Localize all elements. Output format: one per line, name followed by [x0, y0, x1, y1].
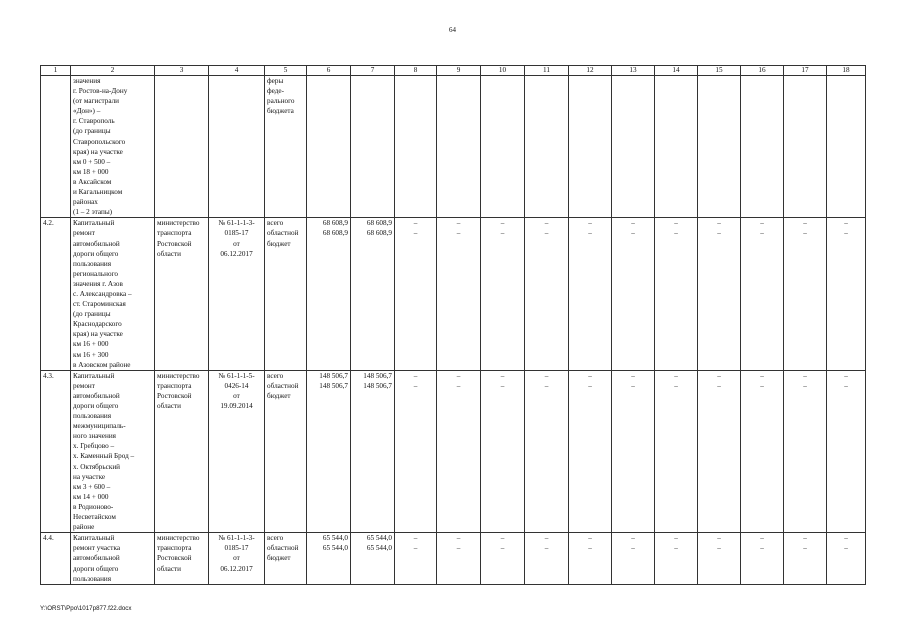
cell-line: пользования — [73, 574, 112, 583]
cell-line: регионального — [73, 269, 118, 278]
dash-mark: – — [803, 534, 807, 543]
empty-year-cell-12 — [569, 370, 612, 533]
cell-col-6 — [307, 76, 351, 218]
cell-line: 06.12.2017 — [220, 564, 253, 573]
cell-line: х. Октябрьский — [73, 462, 121, 471]
total-amount-cell — [307, 218, 351, 370]
column-header-8: 8 — [395, 66, 437, 76]
cell-line: 0185-17 — [224, 229, 249, 238]
column-header-15: 15 — [698, 66, 741, 76]
cell-line: (до границы — [73, 127, 111, 136]
dash-mark: – — [717, 381, 721, 390]
cell-line: в Родионово- — [73, 502, 114, 511]
cell-line: х. Гребцово – — [73, 442, 115, 451]
year-amount-cell — [351, 533, 395, 584]
dash-mark: – — [456, 229, 461, 238]
cell-line: автомобильной — [73, 391, 120, 400]
cell-line: областной — [267, 381, 299, 390]
dash-mark: – — [717, 229, 721, 238]
column-header-4: 4 — [209, 66, 265, 76]
cell-line: и Кагальницком — [73, 188, 123, 197]
empty-year-cell-13 — [612, 218, 655, 370]
row-number: 4.2. — [43, 219, 54, 228]
cell-line: областной — [267, 229, 299, 238]
dash-mark: – — [588, 371, 592, 380]
cell-col-1 — [41, 76, 71, 218]
empty-year-cell-18 — [827, 533, 866, 584]
empty-year-cell-18 — [827, 218, 866, 370]
dash-mark: – — [844, 381, 848, 390]
program-table — [40, 65, 866, 585]
dash-mark: – — [413, 381, 418, 390]
cell-line: областной — [267, 544, 299, 553]
cell-col-8 — [395, 76, 437, 218]
dash-mark: – — [456, 381, 461, 390]
cell-line: бюджета — [267, 107, 294, 116]
cell-line: всего — [267, 534, 284, 543]
empty-year-cell-8 — [395, 218, 437, 370]
cell-line: 65 544,0 — [322, 544, 348, 553]
dash-mark: – — [844, 371, 848, 380]
cell-line: № 61-1-1-3- — [218, 534, 255, 543]
cell-line: автомобильной — [73, 554, 120, 563]
cell-line: феры — [267, 77, 284, 85]
cell-line: в Аксайском — [73, 177, 112, 186]
dash-mark: – — [500, 371, 505, 380]
dash-mark: – — [500, 381, 505, 390]
dash-mark: – — [456, 371, 461, 380]
dash-mark: – — [413, 219, 418, 228]
cell-line: транспорта — [157, 229, 192, 238]
cell-line: Капитальный — [73, 371, 115, 380]
executor-cell — [155, 533, 209, 584]
empty-year-cell-13 — [612, 533, 655, 584]
cell-line: районе — [73, 523, 95, 532]
dash-mark: – — [844, 544, 848, 553]
cell-line: км 3 + 600 – — [73, 482, 111, 491]
dash-mark: – — [456, 544, 461, 553]
cell-col-13 — [612, 76, 655, 218]
dash-mark: – — [760, 229, 764, 238]
cell-line: бюджет — [267, 239, 291, 248]
table-row — [41, 370, 866, 533]
cell-line: пользования — [73, 259, 112, 268]
cell-line: ремонт участка — [73, 544, 121, 553]
dash-mark: – — [544, 534, 549, 543]
row-number: 4.3. — [43, 371, 54, 380]
total-amount-cell — [307, 533, 351, 584]
dash-mark: – — [717, 544, 721, 553]
dash-mark: – — [413, 229, 418, 238]
dash-mark: – — [631, 229, 635, 238]
cell-line: 0185-17 — [224, 544, 249, 553]
empty-year-cell-16 — [741, 218, 784, 370]
cell-line: бюджет — [267, 391, 291, 400]
dash-mark: – — [413, 544, 418, 553]
cell-line: г. Ростов-на-Дону — [73, 87, 128, 96]
cell-col-4 — [209, 76, 265, 218]
dash-mark: – — [544, 371, 549, 380]
column-header-17: 17 — [784, 66, 827, 76]
cell-col-11 — [525, 76, 569, 218]
column-header-1: 1 — [41, 66, 71, 76]
cell-line: Несветайском — [73, 513, 116, 522]
dash-mark: – — [544, 544, 549, 553]
cell-line: районах — [73, 198, 98, 207]
cell-line: 68 608,9 — [366, 229, 392, 238]
cell-line: феде- — [267, 87, 284, 96]
cell-line: министерство — [157, 534, 200, 543]
cell-line: 148 506,7 — [363, 381, 392, 390]
cell-line: км 0 + 500 – — [73, 157, 111, 166]
dash-mark: – — [500, 544, 505, 553]
cell-col-18 — [827, 76, 866, 218]
column-header-16: 16 — [741, 66, 784, 76]
cell-line: 06.12.2017 — [220, 249, 253, 258]
document-cell — [209, 218, 265, 370]
object-name-cell — [71, 218, 155, 370]
dash-mark: – — [717, 534, 721, 543]
dash-mark: – — [674, 371, 678, 380]
dash-mark: – — [588, 381, 592, 390]
column-header-13: 13 — [612, 66, 655, 76]
dash-mark: – — [674, 544, 678, 553]
cell-line: всего — [267, 371, 284, 380]
column-header-6: 6 — [307, 66, 351, 76]
cell-line: «Дон») – — [73, 107, 101, 116]
object-name-cell — [71, 370, 155, 533]
cell-line: км 14 + 000 — [73, 492, 109, 501]
dash-mark: – — [631, 534, 635, 543]
year-amount-cell — [351, 218, 395, 370]
dash-mark: – — [760, 219, 764, 228]
empty-year-cell-11 — [525, 370, 569, 533]
cell-line: км 16 + 300 — [73, 350, 109, 359]
cell-line: 148 506,7 — [363, 371, 392, 380]
cell-col-5 — [265, 76, 307, 218]
table-row — [41, 533, 866, 584]
column-header-3: 3 — [155, 66, 209, 76]
cell-line: дороги общего — [73, 564, 119, 573]
cell-col-7 — [351, 76, 395, 218]
dash-mark: – — [844, 229, 848, 238]
cell-line: министерство — [157, 371, 200, 380]
empty-year-cell-8 — [395, 533, 437, 584]
executor-cell — [155, 218, 209, 370]
cell-col-14 — [655, 76, 698, 218]
cell-line: г. Ставрополь — [73, 117, 115, 126]
empty-year-cell-16 — [741, 370, 784, 533]
total-amount-cell — [307, 370, 351, 533]
dash-mark: – — [760, 381, 764, 390]
empty-year-cell-14 — [655, 370, 698, 533]
funding-source-cell — [265, 533, 307, 584]
column-header-5: 5 — [265, 66, 307, 76]
cell-line: от — [233, 239, 240, 248]
dash-mark: – — [803, 229, 807, 238]
funding-source-cell — [265, 218, 307, 370]
cell-line: 68 608,9 — [366, 219, 392, 228]
dash-mark: – — [674, 229, 678, 238]
cell-col-12 — [569, 76, 612, 218]
column-header-18: 18 — [827, 66, 866, 76]
row-number: 4.4. — [43, 534, 54, 543]
continuation-row — [41, 76, 866, 218]
empty-year-cell-17 — [784, 533, 827, 584]
empty-year-cell-10 — [481, 533, 525, 584]
cell-line: пользования — [73, 412, 112, 421]
document-cell — [209, 370, 265, 533]
cell-line: Ростовской — [157, 554, 192, 563]
empty-year-cell-12 — [569, 533, 612, 584]
column-header-9: 9 — [437, 66, 481, 76]
cell-line: Ростовской — [157, 391, 192, 400]
cell-line: межмуниципаль- — [73, 422, 126, 431]
cell-line: бюджет — [267, 554, 291, 563]
cell-line: км 18 + 000 — [73, 167, 109, 176]
cell-line: ст. Староминская — [73, 300, 126, 309]
cell-line: дороги общего — [73, 402, 119, 410]
column-number-row — [41, 66, 866, 76]
dash-mark: – — [631, 381, 635, 390]
cell-col-16 — [741, 76, 784, 218]
dash-mark: – — [631, 544, 635, 553]
cell-line: области — [157, 249, 182, 258]
cell-line: № 61-1-1-3- — [218, 219, 255, 228]
file-path-footer: Y:\ORST\Ppo\1017p877.f22.docx — [40, 605, 132, 612]
cell-line: 65 544,0 — [366, 534, 392, 543]
dash-mark: – — [544, 229, 549, 238]
empty-year-cell-12 — [569, 218, 612, 370]
cell-line: края) на участке — [73, 330, 123, 339]
empty-year-cell-14 — [655, 218, 698, 370]
dash-mark: – — [500, 229, 505, 238]
dash-mark: – — [760, 371, 764, 380]
cell-line: области — [157, 402, 182, 410]
empty-year-cell-9 — [437, 370, 481, 533]
cell-col-17 — [784, 76, 827, 218]
cell-line: км 16 + 000 — [73, 340, 109, 349]
cell-line: х. Каменный Брод – — [73, 452, 135, 461]
empty-year-cell-10 — [481, 370, 525, 533]
row-number-cell — [41, 370, 71, 533]
cell-line: края) на участке — [73, 147, 123, 156]
column-header-11: 11 — [525, 66, 569, 76]
empty-year-cell-8 — [395, 370, 437, 533]
cell-line: значения г. Азов — [73, 279, 123, 288]
dash-mark: – — [544, 219, 549, 228]
empty-year-cell-16 — [741, 533, 784, 584]
cell-line: 68 608,9 — [322, 229, 348, 238]
cell-col-3 — [155, 76, 209, 218]
column-header-14: 14 — [655, 66, 698, 76]
cell-line: (1 – 2 этапы) — [73, 208, 113, 217]
cell-line: рального — [267, 97, 295, 106]
cell-line: министерство — [157, 219, 200, 228]
cell-line: с. Александровка – — [73, 289, 132, 298]
empty-year-cell-9 — [437, 218, 481, 370]
cell-line: (до границы — [73, 310, 111, 319]
cell-line: автомобильной — [73, 239, 120, 248]
document-cell — [209, 533, 265, 584]
dash-mark: – — [413, 534, 418, 543]
empty-year-cell-15 — [698, 218, 741, 370]
dash-mark: – — [588, 229, 592, 238]
empty-year-cell-10 — [481, 218, 525, 370]
empty-year-cell-11 — [525, 533, 569, 584]
cell-line: 19.09.2014 — [220, 402, 253, 410]
dash-mark: – — [588, 534, 592, 543]
dash-mark: – — [844, 534, 848, 543]
cell-line: транспорта — [157, 381, 192, 390]
dash-mark: – — [456, 219, 461, 228]
dash-mark: – — [803, 219, 807, 228]
empty-year-cell-15 — [698, 533, 741, 584]
empty-year-cell-18 — [827, 370, 866, 533]
cell-col-15 — [698, 76, 741, 218]
cell-line: ного значения — [73, 432, 116, 441]
empty-year-cell-9 — [437, 533, 481, 584]
cell-line: Краснодарского — [73, 320, 122, 329]
empty-year-cell-15 — [698, 370, 741, 533]
executor-cell — [155, 370, 209, 533]
dash-mark: – — [717, 219, 721, 228]
object-name-cell — [71, 533, 155, 584]
dash-mark: – — [588, 544, 592, 553]
dash-mark: – — [588, 219, 592, 228]
cell-line: 65 544,0 — [366, 544, 392, 553]
cell-line: 0426-14 — [224, 381, 249, 390]
dash-mark: – — [631, 371, 635, 380]
row-number-cell — [41, 533, 71, 584]
dash-mark: – — [803, 544, 807, 553]
cell-col-9 — [437, 76, 481, 218]
cell-col-2 — [71, 76, 155, 218]
dash-mark: – — [674, 381, 678, 390]
dash-mark: – — [803, 371, 807, 380]
cell-line: Капитальный — [73, 534, 115, 543]
cell-line: 65 544,0 — [322, 534, 348, 543]
dash-mark: – — [760, 534, 764, 543]
page-number: 64 — [449, 26, 456, 34]
cell-line: на участке — [73, 472, 106, 481]
column-header-7: 7 — [351, 66, 395, 76]
dash-mark: – — [803, 381, 807, 390]
column-header-12: 12 — [569, 66, 612, 76]
empty-year-cell-17 — [784, 370, 827, 533]
cell-line: ремонт — [73, 229, 95, 238]
row-number-cell — [41, 218, 71, 370]
table-row — [41, 218, 866, 370]
cell-line: всего — [267, 219, 284, 228]
cell-line: от — [233, 391, 240, 400]
dash-mark: – — [717, 371, 721, 380]
empty-year-cell-14 — [655, 533, 698, 584]
cell-line: ремонт — [73, 381, 95, 390]
dash-mark: – — [844, 219, 848, 228]
empty-year-cell-17 — [784, 218, 827, 370]
cell-line: Капитальный — [73, 219, 115, 228]
column-header-10: 10 — [481, 66, 525, 76]
cell-line: (от магистрали — [73, 97, 120, 106]
dash-mark: – — [456, 534, 461, 543]
cell-col-10 — [481, 76, 525, 218]
cell-line: от — [233, 554, 240, 563]
cell-line: значения — [73, 77, 101, 85]
dash-mark: – — [413, 371, 418, 380]
cell-line: № 61-1-1-5- — [218, 371, 255, 380]
dash-mark: – — [760, 544, 764, 553]
cell-line: дороги общего — [73, 249, 119, 258]
cell-line: транспорта — [157, 544, 192, 553]
cell-line: 148 506,7 — [319, 381, 348, 390]
dash-mark: – — [674, 534, 678, 543]
cell-line: Ростовской — [157, 239, 192, 248]
funding-source-cell — [265, 370, 307, 533]
dash-mark: – — [544, 381, 549, 390]
cell-line: 148 506,7 — [319, 371, 348, 380]
dash-mark: – — [674, 219, 678, 228]
cell-line: Ставропольского — [73, 137, 126, 146]
column-header-2: 2 — [71, 66, 155, 76]
dash-mark: – — [631, 219, 635, 228]
empty-year-cell-13 — [612, 370, 655, 533]
dash-mark: – — [500, 534, 505, 543]
dash-mark: – — [500, 219, 505, 228]
empty-year-cell-11 — [525, 218, 569, 370]
cell-line: области — [157, 564, 182, 573]
cell-line: в Азовском районе — [73, 360, 131, 369]
year-amount-cell — [351, 370, 395, 533]
cell-line: 68 608,9 — [322, 219, 348, 228]
